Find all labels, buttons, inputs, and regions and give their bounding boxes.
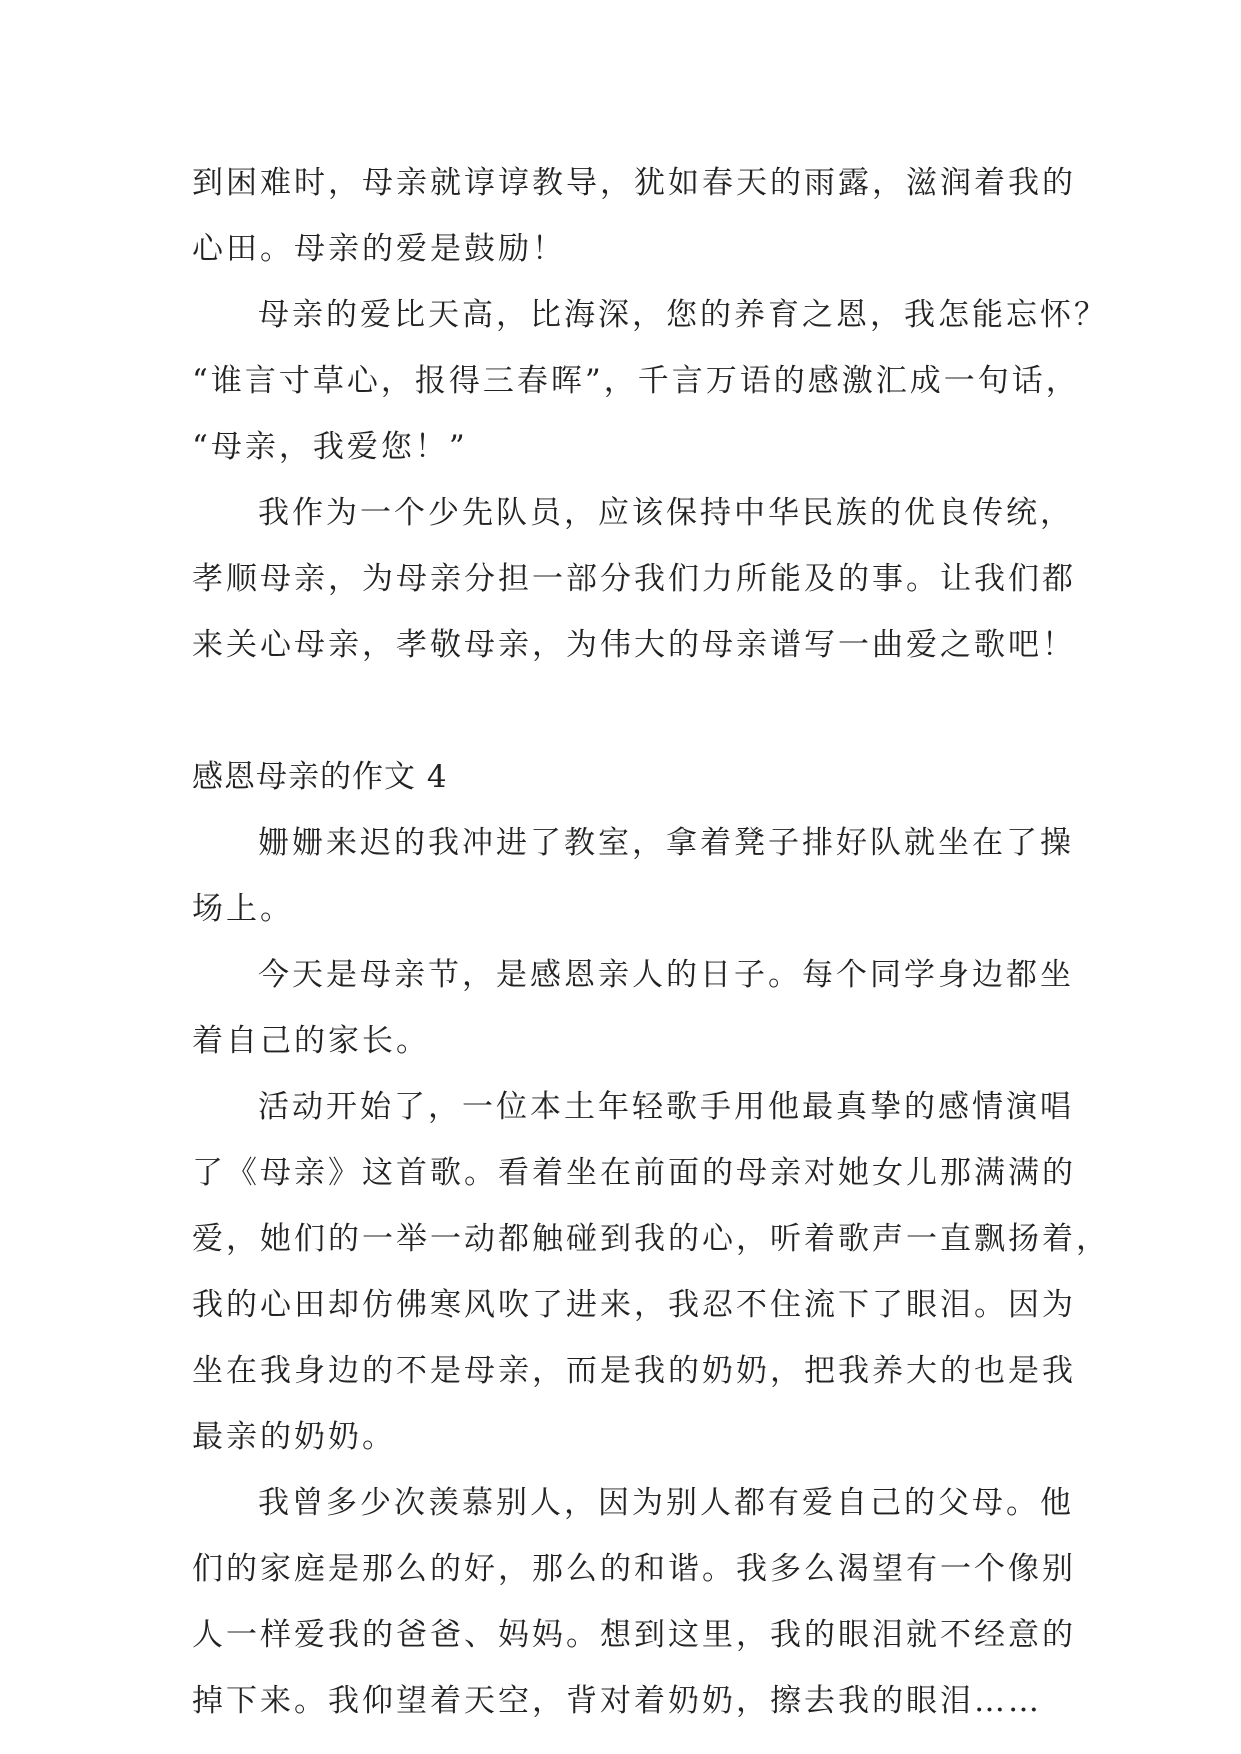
paragraph bbox=[192, 1470, 1076, 1734]
text-line: “谁言寸草心，报得三春晖”，千言万语的感激汇成一句话， bbox=[192, 363, 1080, 399]
text-line: 坐在我身边的不是母亲，而是我的奶奶，把我养大的也是我 bbox=[192, 1353, 1076, 1389]
paragraph bbox=[192, 810, 1074, 942]
text-line: 心田。母亲的爱是鼓励！ bbox=[192, 231, 566, 267]
text-line: 姗姗来迟的我冲进了教室，拿着凳子排好队就坐在了操 bbox=[258, 825, 1074, 861]
text-line: 活动开始了，一位本土年轻歌手用他最真挚的感情演唱 bbox=[258, 1089, 1074, 1125]
text-line: 我曾多少次羡慕别人，因为别人都有爱自己的父母。他 bbox=[258, 1485, 1074, 1521]
text-line: 着自己的家长。 bbox=[192, 1023, 430, 1059]
text-line: 了《母亲》这首歌。看着坐在前面的母亲对她女儿那满满的 bbox=[192, 1155, 1076, 1191]
paragraph bbox=[192, 282, 1108, 480]
document-page bbox=[192, 150, 1110, 1734]
text-line: 最亲的奶奶。 bbox=[192, 1419, 396, 1455]
text-line: 母亲的爱比天高，比海深，您的养育之恩，我怎能忘怀？ bbox=[258, 297, 1108, 333]
text-line: 我作为一个少先队员，应该保持中华民族的优良传统， bbox=[258, 495, 1074, 531]
text-line: 到困难时，母亲就谆谆教导，犹如春天的雨露，滋润着我的 bbox=[192, 165, 1076, 201]
text-line: 爱，她们的一举一动都触碰到我的心，听着歌声一直飘扬着， bbox=[192, 1221, 1110, 1257]
section-spacer bbox=[192, 678, 1052, 744]
text-line: 来关心母亲，孝敬母亲，为伟大的母亲谱写一曲爱之歌吧！ bbox=[192, 627, 1076, 663]
text-line: 我的心田却仿佛寒风吹了进来，我忍不住流下了眼泪。因为 bbox=[192, 1287, 1076, 1323]
text-line: 孝顺母亲，为母亲分担一部分我们力所能及的事。让我们都 bbox=[192, 561, 1076, 597]
text-line: 今天是母亲节，是感恩亲人的日子。每个同学身边都坐 bbox=[258, 957, 1074, 993]
text-line: 场上。 bbox=[192, 891, 294, 927]
paragraph bbox=[192, 150, 1076, 282]
section-title: 感恩母亲的作文 4 bbox=[192, 759, 448, 795]
text-line: 人一样爱我的爸爸、妈妈。想到这里，我的眼泪就不经意的 bbox=[192, 1617, 1076, 1653]
text-line: 掉下来。我仰望着天空，背对着奶奶，擦去我的眼泪…… bbox=[192, 1683, 1042, 1719]
text-line: 们的家庭是那么的好，那么的和谐。我多么渴望有一个像别 bbox=[192, 1551, 1076, 1587]
paragraph bbox=[192, 942, 1074, 1074]
paragraph bbox=[192, 480, 1076, 678]
text-line: “母亲，我爱您！” bbox=[192, 429, 468, 465]
paragraph bbox=[192, 1074, 1110, 1470]
